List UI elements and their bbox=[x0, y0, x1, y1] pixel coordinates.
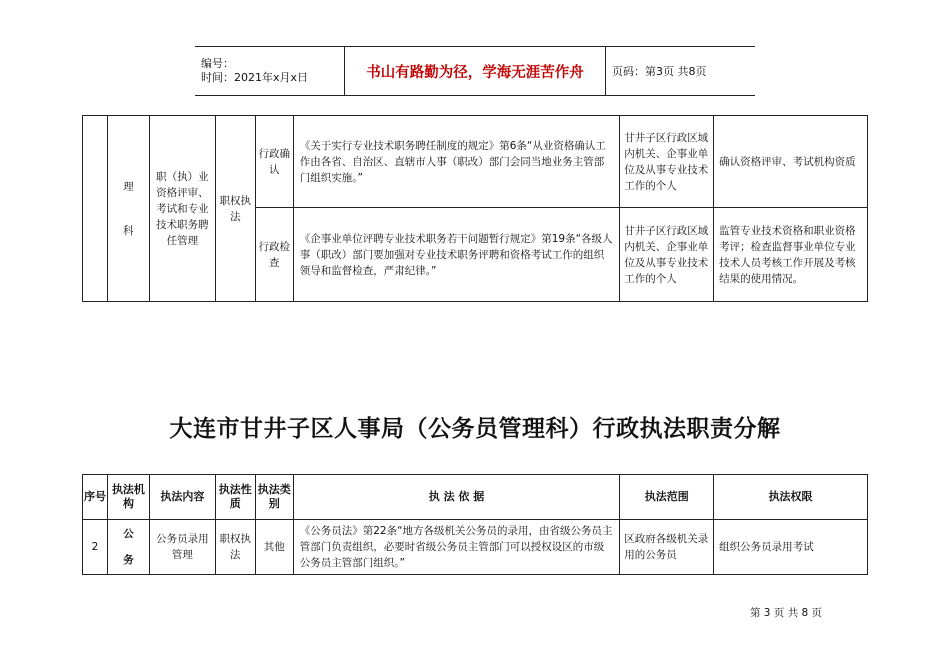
nature-cell: 职权执法 bbox=[215, 520, 255, 575]
content-cell: 公务员录用管理 bbox=[149, 520, 215, 575]
duty-table bbox=[82, 474, 868, 575]
nature-cell: 职权执法 bbox=[215, 116, 255, 302]
table-header-row bbox=[83, 475, 868, 520]
page-header bbox=[195, 46, 755, 96]
category-cell: 行政检查 bbox=[255, 208, 293, 302]
number-cell: 2 bbox=[83, 520, 108, 575]
header-nature: 执法性质 bbox=[215, 475, 255, 520]
header-motto: 书山有路勤为径，学海无涯苦作舟 bbox=[345, 47, 606, 96]
header-category: 执法类别 bbox=[255, 475, 293, 520]
basis-cell: 《关于实行专业技术职务聘任制度的规定》第6条“从业资格确认工作由各省、自治区、直辖市人事（职改）部门会同当地业务主管部门组织实施。” bbox=[293, 116, 620, 208]
table-row bbox=[83, 520, 868, 575]
page-footer: 第 3 页 共 8 页 bbox=[749, 607, 822, 619]
doc-number-label: 编号： bbox=[201, 57, 234, 70]
number-cell bbox=[83, 116, 108, 302]
table-row bbox=[83, 116, 868, 208]
scope-cell: 区政府各级机关录用的公务员 bbox=[620, 520, 714, 575]
dept-cell: 公 务 bbox=[107, 520, 149, 575]
authority-cell: 确认资格评审、考试机构资质 bbox=[714, 116, 868, 208]
category-cell: 行政确认 bbox=[255, 116, 293, 208]
basis-cell: 《公务员法》第22条“地方各级机关公务员的录用，由省级公务员主管部门负责组织，必要时省级公务员主管部门可以授权设区的市级公务员主管部门组织。” bbox=[293, 520, 620, 575]
authority-cell: 监管专业技术资格和职业资格考评；检查监督事业单位专业技术人员考核工作开展及考核结果的使用情况。 bbox=[714, 208, 868, 302]
authority-cell: 组织公务员录用考试 bbox=[714, 520, 868, 575]
scope-cell: 甘井子区行政区域内机关、企事业单位及从事专业技术工作的个人 bbox=[620, 208, 714, 302]
content-cell: 职（执）业资格评审、考试和专业技术职务聘任管理 bbox=[149, 116, 215, 302]
doc-time-label: 时间：2021年x月x日 bbox=[201, 71, 309, 84]
header-dept: 执法机构 bbox=[107, 475, 149, 520]
dept-cell: 理 科 bbox=[107, 116, 149, 302]
header-number: 序号 bbox=[83, 475, 108, 520]
scope-cell: 甘井子区行政区域内机关、企事业单位及从事专业技术工作的个人 bbox=[620, 116, 714, 208]
category-cell: 其他 bbox=[255, 520, 293, 575]
header-left bbox=[195, 47, 345, 96]
header-content: 执法内容 bbox=[149, 475, 215, 520]
basis-cell: 《企事业单位评聘专业技术职务若干问题暂行规定》第19条“各级人事（职改）部门要加强对专业技术职务评聘和资格考试工作的组织领导和监督检查，严肃纪律。” bbox=[293, 208, 620, 302]
duty-table-continued bbox=[82, 115, 868, 302]
header-basis: 执 法 依 据 bbox=[293, 475, 620, 520]
page-title: 大连市甘井子区人事局（公务员管理科）行政执法职责分解 bbox=[169, 415, 781, 442]
header-page-label: 页码：第3页 共8页 bbox=[606, 47, 756, 96]
header-authority: 执法权限 bbox=[714, 475, 868, 520]
header-scope: 执法范围 bbox=[620, 475, 714, 520]
